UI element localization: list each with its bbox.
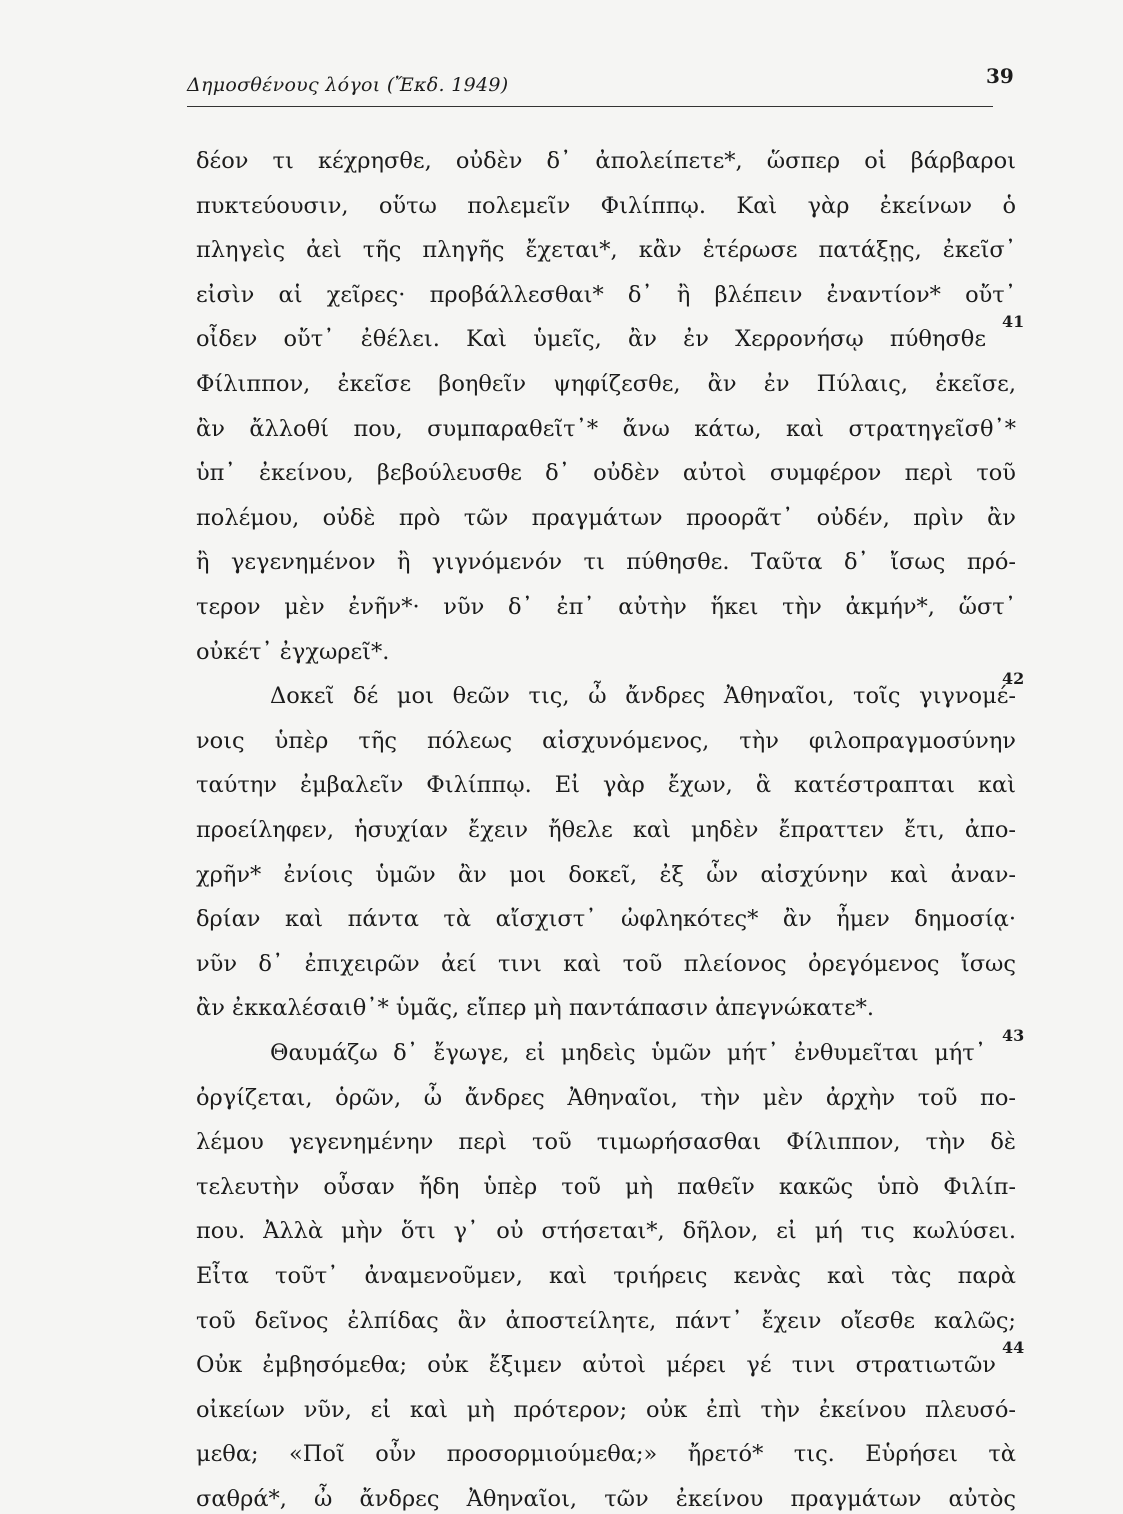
text-line: προείληφεν, ἡσυχίαν ἔχειν ἤθελε καὶ μηδὲν ἔπραττεν ἔτι, ἀπο- — [196, 817, 1016, 843]
text-line: πυκτεύουσιν, οὕτω πολεμεῖν Φιλίππῳ. Καὶ γὰρ ἐκείνων ὁ — [196, 193, 1016, 219]
text-line: οἰκείων νῦν, εἰ καὶ μὴ πρότερον; οὐκ ἐπὶ τὴν ἐκείνου πλευσό- — [196, 1397, 1016, 1423]
text-line: νῦν δ᾽ ἐπιχειρῶν ἀεί τινι καὶ τοῦ πλείονος ὀρεγόμενος ἴσως — [196, 951, 1016, 977]
section-number: 41 — [1002, 312, 1025, 331]
text-line: πληγεὶς ἀεὶ τῆς πληγῆς ἔχεται*, κἂν ἑτέρωσε πατάξῃς, ἐκεῖσ᾽ — [196, 237, 1016, 263]
header-rule — [187, 106, 993, 107]
text-line: Οὐκ ἐμβησόμεθα; οὐκ ἔξιμεν αὐτοὶ μέρει γέ τινι στρατιωτῶν — [196, 1352, 996, 1378]
text-line: Δοκεῖ δέ μοι θεῶν τις, ὦ ἄνδρες Ἀθηναῖοι, τοῖς γιγνομέ- — [270, 683, 1016, 709]
text-line: τελευτὴν οὖσαν ἤδη ὑπὲρ τοῦ μὴ παθεῖν κακῶς ὑπὸ Φιλίπ- — [196, 1174, 1016, 1200]
text-line: σαθρά*, ὦ ἄνδρες Ἀθηναῖοι, τῶν ἐκείνου πραγμάτων αὐτὸς — [196, 1486, 1016, 1512]
text-line: Εἶτα τοῦτ᾽ ἀναμενοῦμεν, καὶ τριήρεις κενὰς καὶ τὰς παρὰ — [196, 1263, 1016, 1289]
text-line: ἂν ἐκκαλέσαιθ᾽* ὑμᾶς, εἴπερ μὴ παντάπασιν ἀπεγνώκατε*. — [196, 995, 875, 1021]
page-number: 39 — [986, 64, 1014, 88]
text-line: τοῦ δεῖνος ἐλπίδας ἂν ἀποστείλητε, πάντ᾽ ἔχειν οἴεσθε καλῶς; — [196, 1308, 1016, 1334]
text-line: μεθα; «Ποῖ οὖν προσορμιούμεθα;» ἤρετό* τις. Εὑρήσει τὰ — [196, 1441, 1016, 1467]
text-line: λέμου γεγενημένην περὶ τοῦ τιμωρήσασθαι Φίλιππον, τὴν δὲ — [196, 1129, 1016, 1155]
text-line: χρῆν* ἐνίοις ὑμῶν ἂν μοι δοκεῖ, ἐξ ὧν αἰσχύνην καὶ ἀναν- — [196, 862, 1016, 888]
text-line: ταύτην ἐμβαλεῖν Φιλίππῳ. Εἰ γὰρ ἔχων, ἃ κατέστραπται καὶ — [196, 772, 1016, 798]
text-line: ἂν ἄλλοθί που, συμπαραθεῖτ᾽* ἄνω κάτω, καὶ στρατηγεῖσθ᾽* — [196, 416, 1016, 442]
text-line: δέον τι κέχρησθε, οὐδὲν δ᾽ ἀπολείπετε*, ὥσπερ οἱ βάρβαροι — [196, 148, 1016, 174]
section-number: 43 — [1002, 1026, 1025, 1045]
text-line: που. Ἀλλὰ μὴν ὅτι γ᾽ οὐ στήσεται*, δῆλον, εἰ μή τις κωλύσει. — [196, 1218, 1016, 1244]
text-line: οἶδεν οὔτ᾽ ἐθέλει. Καὶ ὑμεῖς, ἂν ἐν Χερρονήσῳ πύθησθε — [196, 326, 986, 352]
text-line: δρίαν καὶ πάντα τὰ αἴσχιστ᾽ ὠφληκότες* ἂν ἦμεν δημοσίᾳ· — [196, 906, 1016, 932]
text-line: εἰσὶν αἱ χεῖρες· προβάλλεσθαι* δ᾽ ἢ βλέπειν ἐναντίον* οὔτ᾽ — [196, 282, 1016, 308]
text-line: ὑπ᾽ ἐκείνου, βεβούλευσθε δ᾽ οὐδὲν αὐτοὶ συμφέρον περὶ τοῦ — [196, 460, 1016, 486]
running-title: Δημοσθένους λόγοι (Ἔκδ. 1949) — [187, 74, 509, 96]
text-line: Θαυμάζω δ᾽ ἔγωγε, εἰ μηδεὶς ὑμῶν μήτ᾽ ἐνθυμεῖται μήτ᾽ — [270, 1040, 986, 1066]
text-line: πολέμου, οὐδὲ πρὸ τῶν πραγμάτων προορᾶτ᾽ οὐδέν, πρὶν ἂν — [196, 505, 1016, 531]
text-line: οὐκέτ᾽ ἐγχωρεῖ*. — [196, 639, 390, 665]
text-line: ὀργίζεται, ὁρῶν, ὦ ἄνδρες Ἀθηναῖοι, τὴν μὲν ἀρχὴν τοῦ πο- — [196, 1085, 1016, 1111]
section-number: 42 — [1002, 669, 1025, 688]
text-line: ἢ γεγενημένον ἢ γιγνόμενόν τι πύθησθε. Ταῦτα δ᾽ ἴσως πρό- — [196, 549, 1016, 575]
text-line: Φίλιππον, ἐκεῖσε βοηθεῖν ψηφίζεσθε, ἂν ἐν Πύλαις, ἐκεῖσε, — [196, 371, 1016, 397]
text-line: τερον μὲν ἐνῆν*· νῦν δ᾽ ἐπ᾽ αὐτὴν ἥκει τὴν ἀκμήν*, ὥστ᾽ — [196, 594, 1016, 620]
text-line: νοις ὑπὲρ τῆς πόλεως αἰσχυνόμενος, τὴν φιλοπραγμοσύνην — [196, 728, 1016, 754]
section-number: 44 — [1002, 1338, 1025, 1357]
